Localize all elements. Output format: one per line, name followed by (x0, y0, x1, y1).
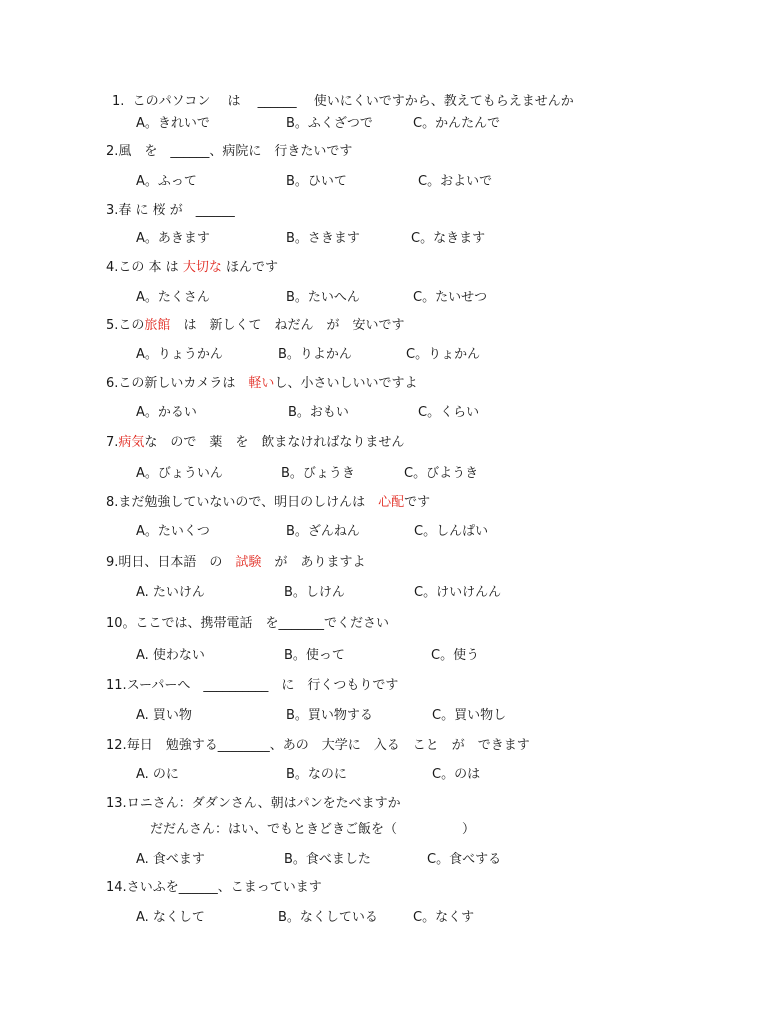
answer-option-c: C。たいせつ (413, 290, 488, 305)
answer-option-a: A. たいけん (136, 585, 205, 600)
answer-option-b: B。おもい (288, 405, 349, 420)
answer-option-b: B。ひいて (286, 174, 347, 189)
answer-option-a: A. のに (136, 767, 179, 782)
answer-option-c: C。しんぱい (414, 524, 489, 539)
question-7 (106, 435, 404, 451)
question-text: さいふを______、こまっています (126, 880, 322, 895)
question-3 (106, 203, 235, 219)
question-4 (106, 260, 278, 276)
answer-option-c: C。使う (431, 648, 480, 663)
answer-option-c: C。買い物し (432, 708, 507, 723)
question-10 (106, 616, 389, 632)
question-text: ここでは、携帯電話 を_______でください (135, 616, 390, 631)
question-number: 4. (106, 260, 119, 275)
question-12 (106, 738, 530, 754)
answer-option-a: A. なくして (136, 910, 205, 925)
answer-option-c: C。くらい (418, 405, 480, 420)
answer-option-b: B。ふくざつで (286, 116, 373, 131)
question-number: 5. (106, 318, 119, 333)
question-text: ロニさん：ダダンさん、朝はパンをたべますか (126, 796, 401, 811)
question-text: 春 に 桜 が ______ (118, 203, 235, 218)
question-number: 2. (106, 144, 119, 159)
question-text: は 新しくて ねだん が 安いです (170, 318, 405, 333)
question-text: が ありますよ (261, 555, 366, 570)
answer-option-a: A。きれいで (136, 116, 210, 131)
dialogue-line: だだんさん：はい、でもときどきご飯を（ ） (150, 822, 476, 837)
question-text: この (118, 318, 145, 333)
question-number: 3. (106, 203, 119, 218)
answer-option-a: A. 使わない (136, 648, 205, 663)
answer-option-c: C。なきます (411, 231, 486, 246)
answer-option-b: B。しけん (284, 585, 345, 600)
highlighted-word: 大切な (182, 260, 222, 275)
question-number: 13. (106, 796, 127, 811)
answer-option-b: B。ざんねん (286, 524, 360, 539)
question-5 (106, 318, 404, 334)
answer-option-a: A。たいくつ (136, 524, 210, 539)
answer-option-c: C。びようき (404, 466, 479, 481)
answer-option-b: B。買い物する (286, 708, 373, 723)
question-1 (112, 94, 574, 110)
answer-option-a: A. 買い物 (136, 708, 192, 723)
question-14 (106, 880, 322, 896)
answer-option-b: B。食べました (284, 852, 371, 867)
answer-option-b: B。なのに (286, 767, 347, 782)
question-text: スーパーへ __________ に 行くつもりです (126, 678, 399, 693)
answer-option-a: A. 食べます (136, 852, 205, 867)
question-number: 8. (106, 495, 119, 510)
question-number: 12. (106, 738, 127, 753)
answer-option-a: A。あきます (136, 231, 210, 246)
question-9 (106, 555, 365, 571)
question-number: 11. (106, 678, 127, 693)
answer-option-c: C。けいけんん (414, 585, 502, 600)
answer-option-c: C。りょかん (406, 347, 481, 362)
question-number: 7. (106, 435, 119, 450)
question-13 (106, 796, 401, 812)
answer-option-c: C。のは (432, 767, 481, 782)
question-text: し、小さいしいいですよ (274, 376, 418, 391)
answer-option-a: A。かるい (136, 405, 197, 420)
answer-option-b: B。なくしている (278, 910, 378, 925)
question-number: 1. (112, 94, 125, 109)
question-8 (106, 495, 430, 511)
highlighted-word: 軽い (248, 376, 275, 391)
question-text: ほんです (221, 260, 278, 275)
answer-option-b: B。使って (284, 648, 345, 663)
question-11 (106, 678, 398, 694)
question-text: 風 を ______、病院に 行きたいです (118, 144, 353, 159)
answer-option-b: B。びょうき (281, 466, 355, 481)
answer-option-b: B。りよかん (278, 347, 352, 362)
answer-option-a: A。りょうかん (136, 347, 223, 362)
answer-option-a: A。ふって (136, 174, 197, 189)
answer-option-a: A。たくさん (136, 290, 210, 305)
question-text: な ので 薬 を 飲まなければなりません (144, 435, 405, 450)
answer-option-b: B。さきます (286, 231, 360, 246)
question-text: この新しいカメラは (118, 376, 249, 391)
answer-option-c: C。食べする (427, 852, 502, 867)
question-6 (106, 376, 417, 392)
highlighted-word: 病気 (118, 435, 145, 450)
answer-option-a: A。びょういん (136, 466, 223, 481)
question-text: このパソコン は ______ 使いにくいですから、教えてもらえませんか (132, 94, 574, 109)
question-text: この 本 は (118, 260, 183, 275)
question-text: まだ勉強していないので、明日のしけんは (118, 495, 379, 510)
question-2 (106, 144, 352, 160)
question-number: 14. (106, 880, 127, 895)
answer-option-c: C。かんたんで (413, 116, 501, 131)
question-number: 9. (106, 555, 119, 570)
highlighted-word: 心配 (378, 495, 405, 510)
answer-option-b: B。たいへん (286, 290, 360, 305)
question-text: 毎日 勉強する________、あの 大学に 入る こと が できます (126, 738, 530, 753)
question-number: 10。 (106, 616, 136, 631)
question-text: です (404, 495, 431, 510)
question-number: 6. (106, 376, 119, 391)
answer-option-c: C。なくす (413, 910, 475, 925)
question-text: 明日、日本語 の (118, 555, 236, 570)
highlighted-word: 試験 (235, 555, 262, 570)
answer-option-c: C。およいで (418, 174, 493, 189)
highlighted-word: 旅館 (144, 318, 171, 333)
